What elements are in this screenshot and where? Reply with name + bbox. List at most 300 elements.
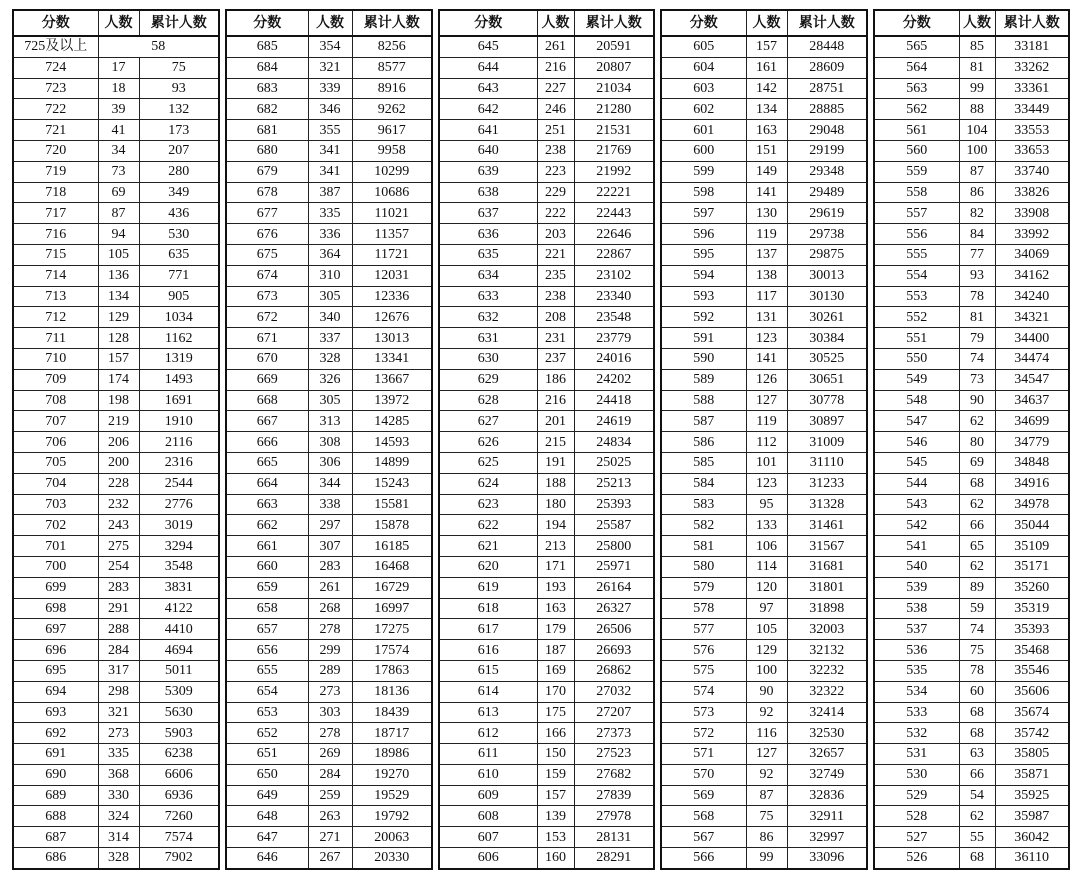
score-cell: 700 <box>13 556 98 577</box>
score-cell: 684 <box>226 57 308 78</box>
count-cell: 283 <box>308 556 352 577</box>
cumulative-cell: 31567 <box>787 536 867 557</box>
cumulative-cell: 16997 <box>352 598 432 619</box>
header-score: 分数 <box>226 10 308 36</box>
score-cell: 570 <box>661 764 746 785</box>
cumulative-cell: 2776 <box>139 494 219 515</box>
score-cell: 706 <box>13 432 98 453</box>
table-row <box>661 411 867 432</box>
count-cell: 153 <box>537 827 574 848</box>
table-row <box>874 99 1069 120</box>
cumulative-cell: 5903 <box>139 723 219 744</box>
table-row <box>874 390 1069 411</box>
cumulative-cell: 21034 <box>574 78 654 99</box>
count-cell: 200 <box>98 452 139 473</box>
score-cell: 721 <box>13 120 98 141</box>
score-cell: 677 <box>226 203 308 224</box>
table-row <box>13 432 219 453</box>
count-cell: 157 <box>98 348 139 369</box>
count-cell: 243 <box>98 515 139 536</box>
table-row <box>439 265 654 286</box>
table-row <box>13 99 219 120</box>
count-cell: 62 <box>959 556 995 577</box>
cumulative-cell: 33361 <box>995 78 1069 99</box>
count-cell: 283 <box>98 577 139 598</box>
table-row <box>661 244 867 265</box>
score-cell: 613 <box>439 702 537 723</box>
cumulative-cell: 35260 <box>995 577 1069 598</box>
table-row <box>874 369 1069 390</box>
count-cell: 133 <box>746 515 787 536</box>
score-cell: 634 <box>439 265 537 286</box>
count-cell: 321 <box>308 57 352 78</box>
cumulative-cell: 18439 <box>352 702 432 723</box>
count-cell: 221 <box>537 244 574 265</box>
table-row <box>13 473 219 494</box>
table-row <box>13 806 219 827</box>
score-cell: 663 <box>226 494 308 515</box>
score-cell: 558 <box>874 182 959 203</box>
score-cell: 641 <box>439 120 537 141</box>
cumulative-cell: 32003 <box>787 619 867 640</box>
count-cell: 268 <box>308 598 352 619</box>
count-cell: 87 <box>746 785 787 806</box>
score-cell: 619 <box>439 577 537 598</box>
score-cell: 628 <box>439 390 537 411</box>
cumulative-cell: 33740 <box>995 161 1069 182</box>
score-cell: 560 <box>874 140 959 161</box>
score-cell: 536 <box>874 640 959 661</box>
score-cell: 680 <box>226 140 308 161</box>
score-table-block-4 <box>660 9 868 870</box>
score-cell: 561 <box>874 120 959 141</box>
table-row <box>13 265 219 286</box>
table-row <box>874 161 1069 182</box>
score-cell: 660 <box>226 556 308 577</box>
table-row <box>13 764 219 785</box>
table-row <box>874 556 1069 577</box>
score-cell: 553 <box>874 286 959 307</box>
cumulative-cell: 33908 <box>995 203 1069 224</box>
table-row <box>661 432 867 453</box>
cumulative-cell: 35987 <box>995 806 1069 827</box>
table-row <box>661 848 867 869</box>
cumulative-cell: 905 <box>139 286 219 307</box>
cumulative-cell: 31233 <box>787 473 867 494</box>
table-row <box>226 827 432 848</box>
count-cell: 261 <box>537 36 574 57</box>
count-cell: 213 <box>537 536 574 557</box>
table-row <box>226 286 432 307</box>
cumulative-cell: 35171 <box>995 556 1069 577</box>
score-cell: 569 <box>661 785 746 806</box>
count-cell: 126 <box>746 369 787 390</box>
count-cell: 18 <box>98 78 139 99</box>
count-cell: 161 <box>746 57 787 78</box>
table-row <box>226 182 432 203</box>
score-cell: 665 <box>226 452 308 473</box>
cumulative-cell: 30384 <box>787 328 867 349</box>
cumulative-cell: 32749 <box>787 764 867 785</box>
table-row <box>874 515 1069 536</box>
count-cell: 235 <box>537 265 574 286</box>
cumulative-cell: 11721 <box>352 244 432 265</box>
count-cell: 208 <box>537 307 574 328</box>
score-cell: 658 <box>226 598 308 619</box>
table-row <box>226 660 432 681</box>
cumulative-cell: 18986 <box>352 744 432 765</box>
count-cell: 175 <box>537 702 574 723</box>
cumulative-cell: 16729 <box>352 577 432 598</box>
cumulative-cell: 34321 <box>995 307 1069 328</box>
table-row <box>13 328 219 349</box>
score-cell: 621 <box>439 536 537 557</box>
score-cell: 624 <box>439 473 537 494</box>
score-cell: 632 <box>439 307 537 328</box>
count-cell: 387 <box>308 182 352 203</box>
score-cell: 673 <box>226 286 308 307</box>
cumulative-cell: 31328 <box>787 494 867 515</box>
cumulative-cell: 35468 <box>995 640 1069 661</box>
cumulative-cell: 280 <box>139 161 219 182</box>
table-row <box>439 598 654 619</box>
count-cell: 259 <box>308 785 352 806</box>
header-score: 分数 <box>13 10 98 36</box>
score-cell: 584 <box>661 473 746 494</box>
score-cell: 662 <box>226 515 308 536</box>
score-cell: 699 <box>13 577 98 598</box>
cumulative-cell: 32132 <box>787 640 867 661</box>
count-cell: 84 <box>959 224 995 245</box>
score-cell: 547 <box>874 411 959 432</box>
count-cell: 90 <box>959 390 995 411</box>
table-row <box>874 244 1069 265</box>
count-cell: 59 <box>959 598 995 619</box>
count-cell: 299 <box>308 640 352 661</box>
score-cell: 539 <box>874 577 959 598</box>
cumulative-cell: 13013 <box>352 328 432 349</box>
table-row <box>226 390 432 411</box>
table-row <box>661 369 867 390</box>
count-cell: 73 <box>959 369 995 390</box>
cumulative-cell: 20807 <box>574 57 654 78</box>
header-cumulative: 累计人数 <box>574 10 654 36</box>
table-row <box>439 328 654 349</box>
score-cell: 620 <box>439 556 537 577</box>
cumulative-cell: 6606 <box>139 764 219 785</box>
score-cell: 661 <box>226 536 308 557</box>
score-cell: 599 <box>661 161 746 182</box>
count-cell: 92 <box>746 702 787 723</box>
count-cell: 303 <box>308 702 352 723</box>
count-cell: 216 <box>537 57 574 78</box>
cumulative-cell: 132 <box>139 99 219 120</box>
table-row <box>13 369 219 390</box>
cumulative-cell: 5630 <box>139 702 219 723</box>
cumulative-cell: 31461 <box>787 515 867 536</box>
score-cell: 648 <box>226 806 308 827</box>
table-row <box>13 640 219 661</box>
cumulative-cell: 35319 <box>995 598 1069 619</box>
count-cell: 341 <box>308 161 352 182</box>
table-row <box>226 473 432 494</box>
score-cell: 687 <box>13 827 98 848</box>
table-row <box>226 36 432 57</box>
count-cell: 99 <box>746 848 787 869</box>
cumulative-cell: 1162 <box>139 328 219 349</box>
cumulative-cell: 1493 <box>139 369 219 390</box>
count-cell: 127 <box>746 390 787 411</box>
cumulative-cell: 17863 <box>352 660 432 681</box>
score-cell: 535 <box>874 660 959 681</box>
table-row <box>874 224 1069 245</box>
cumulative-cell: 18717 <box>352 723 432 744</box>
cumulative-cell: 30013 <box>787 265 867 286</box>
cumulative-cell: 34069 <box>995 244 1069 265</box>
score-cell: 697 <box>13 619 98 640</box>
cumulative-cell: 3019 <box>139 515 219 536</box>
score-cell: 688 <box>13 806 98 827</box>
cumulative-cell: 16468 <box>352 556 432 577</box>
score-distribution-sheet <box>12 9 1068 870</box>
table-row <box>226 161 432 182</box>
score-cell: 657 <box>226 619 308 640</box>
count-cell: 335 <box>308 203 352 224</box>
cumulative-cell: 35044 <box>995 515 1069 536</box>
table-row <box>661 224 867 245</box>
table-row <box>226 328 432 349</box>
score-cell: 593 <box>661 286 746 307</box>
cumulative-cell: 24619 <box>574 411 654 432</box>
cumulative-cell: 22646 <box>574 224 654 245</box>
score-cell: 664 <box>226 473 308 494</box>
table-row <box>661 785 867 806</box>
cumulative-cell: 7574 <box>139 827 219 848</box>
header-row <box>439 10 654 36</box>
cumulative-cell: 27207 <box>574 702 654 723</box>
count-cell: 308 <box>308 432 352 453</box>
score-cell: 532 <box>874 723 959 744</box>
count-cell: 89 <box>959 577 995 598</box>
table-row <box>439 411 654 432</box>
table-row <box>226 452 432 473</box>
score-cell: 617 <box>439 619 537 640</box>
table-row <box>13 556 219 577</box>
cumulative-cell: 34547 <box>995 369 1069 390</box>
cumulative-cell: 36110 <box>995 848 1069 869</box>
count-cell: 65 <box>959 536 995 557</box>
score-cell: 702 <box>13 515 98 536</box>
cumulative-cell: 32657 <box>787 744 867 765</box>
count-cell: 68 <box>959 848 995 869</box>
table-row <box>439 78 654 99</box>
table-row <box>13 848 219 869</box>
table-row <box>226 224 432 245</box>
table-row <box>439 369 654 390</box>
cumulative-cell: 15581 <box>352 494 432 515</box>
score-cell: 568 <box>661 806 746 827</box>
score-table <box>225 9 433 870</box>
cumulative-cell: 24202 <box>574 369 654 390</box>
table-row <box>874 411 1069 432</box>
table-row <box>874 182 1069 203</box>
cumulative-cell: 17275 <box>352 619 432 640</box>
score-cell: 544 <box>874 473 959 494</box>
header-cumulative: 累计人数 <box>995 10 1069 36</box>
table-row <box>874 452 1069 473</box>
cumulative-cell: 33262 <box>995 57 1069 78</box>
score-cell: 610 <box>439 764 537 785</box>
score-cell: 557 <box>874 203 959 224</box>
count-cell: 60 <box>959 681 995 702</box>
table-row <box>226 556 432 577</box>
cumulative-cell: 29199 <box>787 140 867 161</box>
count-cell: 340 <box>308 307 352 328</box>
table-row <box>13 224 219 245</box>
cumulative-cell: 21992 <box>574 161 654 182</box>
score-cell: 713 <box>13 286 98 307</box>
count-cell: 306 <box>308 452 352 473</box>
count-cell: 69 <box>959 452 995 473</box>
cumulative-cell: 93 <box>139 78 219 99</box>
score-cell: 709 <box>13 369 98 390</box>
score-table-block-2 <box>225 9 433 870</box>
score-cell: 653 <box>226 702 308 723</box>
score-cell: 573 <box>661 702 746 723</box>
count-cell: 90 <box>746 681 787 702</box>
count-cell: 78 <box>959 660 995 681</box>
score-table <box>873 9 1070 870</box>
score-cell: 681 <box>226 120 308 141</box>
table-row <box>226 681 432 702</box>
cumulative-cell: 24418 <box>574 390 654 411</box>
count-cell: 55 <box>959 827 995 848</box>
score-table <box>660 9 868 870</box>
score-cell: 586 <box>661 432 746 453</box>
cumulative-cell: 11021 <box>352 203 432 224</box>
cumulative-cell: 29489 <box>787 182 867 203</box>
header-row <box>661 10 867 36</box>
count-cell: 227 <box>537 78 574 99</box>
cumulative-cell: 35674 <box>995 702 1069 723</box>
count-cell: 170 <box>537 681 574 702</box>
cumulative-cell: 26327 <box>574 598 654 619</box>
cumulative-cell: 436 <box>139 203 219 224</box>
score-cell: 627 <box>439 411 537 432</box>
score-cell: 607 <box>439 827 537 848</box>
cumulative-cell: 6936 <box>139 785 219 806</box>
score-cell: 548 <box>874 390 959 411</box>
score-cell: 723 <box>13 78 98 99</box>
score-cell: 671 <box>226 328 308 349</box>
table-row <box>13 140 219 161</box>
count-cell: 117 <box>746 286 787 307</box>
score-cell: 574 <box>661 681 746 702</box>
cumulative-cell: 24834 <box>574 432 654 453</box>
table-row <box>661 182 867 203</box>
table-row <box>439 681 654 702</box>
score-cell: 718 <box>13 182 98 203</box>
count-cell: 68 <box>959 723 995 744</box>
count-cell: 105 <box>98 244 139 265</box>
count-cell: 128 <box>98 328 139 349</box>
table-row <box>439 203 654 224</box>
cumulative-cell: 13341 <box>352 348 432 369</box>
score-cell: 678 <box>226 182 308 203</box>
table-row <box>661 577 867 598</box>
count-cell: 246 <box>537 99 574 120</box>
count-cell: 99 <box>959 78 995 99</box>
table-row <box>439 577 654 598</box>
table-row <box>874 432 1069 453</box>
count-cell: 187 <box>537 640 574 661</box>
count-cell: 166 <box>537 723 574 744</box>
table-row <box>226 140 432 161</box>
cumulative-cell: 7260 <box>139 806 219 827</box>
score-cell: 588 <box>661 390 746 411</box>
count-cell: 141 <box>746 182 787 203</box>
cumulative-cell: 34240 <box>995 286 1069 307</box>
cumulative-cell: 771 <box>139 265 219 286</box>
cumulative-cell: 4410 <box>139 619 219 640</box>
table-row <box>874 307 1069 328</box>
count-cell: 261 <box>308 577 352 598</box>
table-row <box>13 36 219 57</box>
count-cell: 229 <box>537 182 574 203</box>
count-cell: 119 <box>746 411 787 432</box>
cumulative-cell: 30261 <box>787 307 867 328</box>
cumulative-cell: 33181 <box>995 36 1069 57</box>
count-cell: 339 <box>308 78 352 99</box>
cumulative-cell: 23102 <box>574 265 654 286</box>
table-row <box>439 432 654 453</box>
table-row <box>13 57 219 78</box>
score-cell: 666 <box>226 432 308 453</box>
score-cell: 703 <box>13 494 98 515</box>
count-cell: 289 <box>308 660 352 681</box>
count-cell: 17 <box>98 57 139 78</box>
cumulative-cell: 12676 <box>352 307 432 328</box>
score-cell: 587 <box>661 411 746 432</box>
table-row <box>226 265 432 286</box>
count-cell: 63 <box>959 744 995 765</box>
header-count: 人数 <box>98 10 139 36</box>
score-cell: 675 <box>226 244 308 265</box>
cumulative-cell: 34848 <box>995 452 1069 473</box>
table-row <box>13 78 219 99</box>
cumulative-cell: 3548 <box>139 556 219 577</box>
cumulative-cell: 15878 <box>352 515 432 536</box>
table-row <box>661 140 867 161</box>
table-row <box>661 161 867 182</box>
cumulative-cell: 5309 <box>139 681 219 702</box>
table-row <box>439 307 654 328</box>
table-row <box>226 307 432 328</box>
cumulative-cell: 15243 <box>352 473 432 494</box>
count-cell: 85 <box>959 36 995 57</box>
table-row <box>661 57 867 78</box>
score-cell: 542 <box>874 515 959 536</box>
count-cell: 82 <box>959 203 995 224</box>
score-cell: 575 <box>661 660 746 681</box>
table-row <box>226 764 432 785</box>
score-cell: 672 <box>226 307 308 328</box>
count-cell: 328 <box>98 848 139 869</box>
score-cell: 645 <box>439 36 537 57</box>
count-cell: 238 <box>537 286 574 307</box>
count-cell: 263 <box>308 806 352 827</box>
score-cell: 694 <box>13 681 98 702</box>
